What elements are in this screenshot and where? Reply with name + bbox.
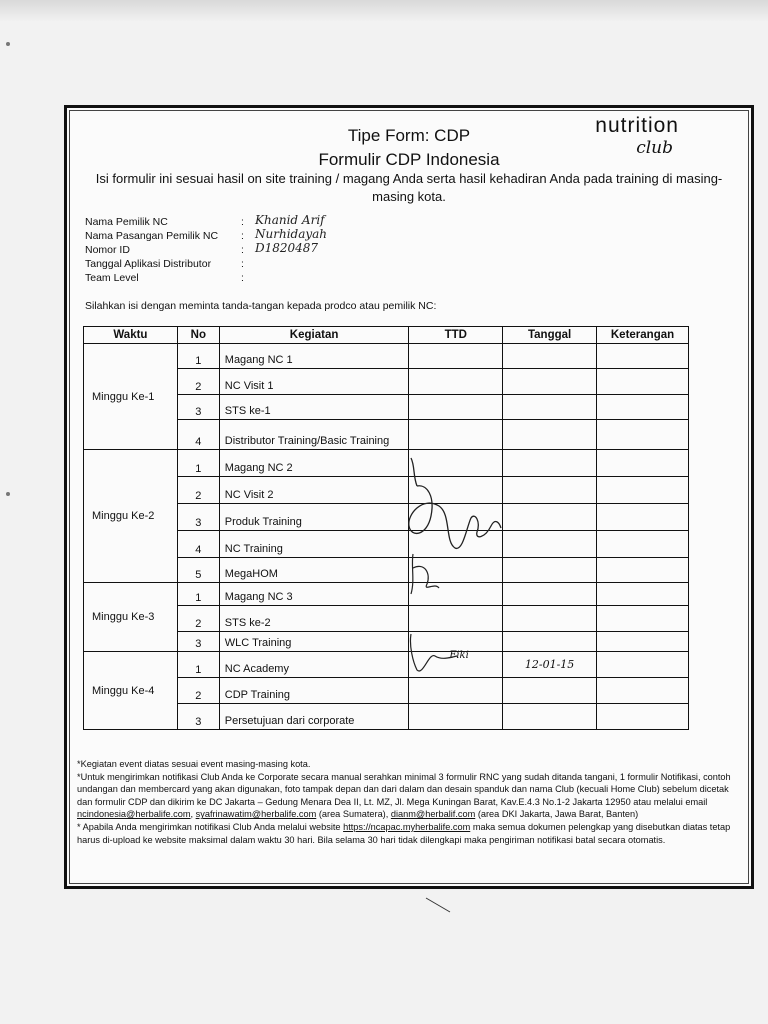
activity-cell: NC Visit 2: [219, 477, 409, 504]
handwritten-value: Nurhidayah: [255, 227, 328, 241]
date-cell[interactable]: [503, 704, 597, 730]
remarks-cell[interactable]: [597, 678, 689, 704]
no-cell: 1: [177, 450, 219, 477]
no-cell: 2: [177, 369, 219, 395]
info-colon: :: [241, 244, 244, 256]
footnote-text: *Untuk mengirimkan notifikasi Club Anda ke Corporate secara manual serahkan minimal 3 formulir RNC yang sudah ditanda tangani, 1 formulir Notifikasi, contoh undangan dan membercard yang akan digunakan, foto tampak depan dan dari dalam dan desain spanduk dan nama Club (kecuali Home Club) sebelum dicetak dan formulir CDP dan dikirim ke DC Jakarta – Gedung Menara Dea II, Lt. MZ, Jl. Mega Kuningan Barat, Kav.E.4.3 No.1-2 Jakarta 12950 atau melalui email: [77, 771, 731, 807]
signature-cell[interactable]: [409, 369, 503, 395]
no-cell: 3: [177, 395, 219, 420]
week-cell: Minggu Ke-4: [84, 652, 178, 730]
footnote-text: * Apabila Anda mengirimkan notifikasi Club Anda melalui website: [77, 821, 341, 832]
no-cell: 1: [177, 652, 219, 678]
remarks-cell[interactable]: [597, 558, 689, 583]
no-cell: 3: [177, 632, 219, 652]
column-header: Waktu: [84, 327, 178, 344]
column-header: Keterangan: [597, 327, 689, 344]
activity-cell: MegaHOM: [219, 558, 409, 583]
no-cell: 5: [177, 558, 219, 583]
footnotes: [77, 758, 739, 846]
signature-cell[interactable]: [409, 558, 503, 583]
activity-cell: STS ke-2: [219, 606, 409, 632]
info-colon: :: [241, 272, 244, 284]
signature-cell[interactable]: [409, 583, 503, 606]
remarks-cell[interactable]: [597, 606, 689, 632]
signature-cell[interactable]: [409, 704, 503, 730]
scan-speck: [6, 492, 10, 496]
email-link[interactable]: dianm@herbalif.com: [390, 809, 476, 820]
handwritten-value: Khanid Arif: [255, 213, 325, 227]
signature-cell[interactable]: [409, 531, 503, 558]
activity-cell: NC Visit 1: [219, 369, 409, 395]
remarks-cell[interactable]: [597, 477, 689, 504]
table-row: [84, 652, 689, 678]
footnote: [77, 821, 739, 846]
activity-cell: Produk Training: [219, 504, 409, 531]
cdp-activity-table: [83, 326, 689, 730]
no-cell: 3: [177, 504, 219, 531]
activity-cell: Distributor Training/Basic Training: [219, 420, 409, 450]
form-frame: [64, 105, 754, 889]
footnote-text: (area Sumatera),: [318, 809, 389, 820]
no-cell: 2: [177, 678, 219, 704]
signature-cell[interactable]: [409, 632, 503, 652]
info-label: Team Level: [85, 272, 139, 284]
date-cell[interactable]: [503, 344, 597, 369]
date-cell[interactable]: [503, 450, 597, 477]
remarks-cell[interactable]: [597, 504, 689, 531]
column-header: Tanggal: [503, 327, 597, 344]
signature-cell[interactable]: [409, 344, 503, 369]
signature-cell[interactable]: [409, 395, 503, 420]
scan-speck: [6, 42, 10, 46]
activity-cell: Magang NC 1: [219, 344, 409, 369]
remarks-cell[interactable]: [597, 583, 689, 606]
no-cell: 2: [177, 477, 219, 504]
instruction-text: Silahkan isi dengan meminta tanda-tangan kepada prodco atau pemilik NC:: [85, 300, 437, 312]
activity-cell: NC Academy: [219, 652, 409, 678]
website-link[interactable]: https://ncapac.myherbalife.com: [343, 821, 471, 832]
activity-cell: NC Training: [219, 531, 409, 558]
signature-cell[interactable]: [409, 652, 503, 678]
date-cell[interactable]: [503, 420, 597, 450]
handwritten-signature-name: Fiki: [449, 650, 469, 661]
activity-cell: Magang NC 3: [219, 583, 409, 606]
activity-cell: Magang NC 2: [219, 450, 409, 477]
footnote-text: maka semua dokumen pelengkap yang disebutkan diatas tetap harus di-upload ke website maksimal dalam waktu 30 hari. Bila selama 30 hari tidak dilengkapi maka pengiriman notifikasi batal secara otomatis.: [77, 821, 731, 845]
remarks-cell[interactable]: [597, 632, 689, 652]
remarks-cell[interactable]: [597, 420, 689, 450]
week-cell: Minggu Ke-3: [84, 583, 178, 652]
handwritten-value: D1820487: [255, 241, 319, 255]
signature-cell[interactable]: [409, 420, 503, 450]
info-label: Nama Pasangan Pemilik NC: [85, 230, 219, 242]
week-cell: Minggu Ke-1: [84, 344, 178, 450]
info-colon: :: [241, 258, 244, 270]
nutrition-club-logo: [539, 114, 679, 158]
date-cell[interactable]: [503, 504, 597, 531]
no-cell: 4: [177, 420, 219, 450]
no-cell: 1: [177, 344, 219, 369]
date-cell[interactable]: [503, 531, 597, 558]
table-row: [84, 450, 689, 477]
week-cell: Minggu Ke-2: [84, 450, 178, 583]
signature-cell[interactable]: [409, 504, 503, 531]
activity-cell: STS ke-1: [219, 395, 409, 420]
remarks-cell[interactable]: [597, 531, 689, 558]
signature-cell[interactable]: [409, 678, 503, 704]
table-header-row: [84, 327, 689, 344]
activity-cell: Persetujuan dari corporate: [219, 704, 409, 730]
activity-cell: CDP Training: [219, 678, 409, 704]
signature-cell[interactable]: [409, 450, 503, 477]
info-label: Tanggal Aplikasi Distributor: [85, 258, 212, 270]
date-cell[interactable]: [503, 477, 597, 504]
info-label: Nama Pemilik NC: [85, 216, 168, 228]
column-header: Kegiatan: [219, 327, 409, 344]
remarks-cell[interactable]: [597, 395, 689, 420]
email-link[interactable]: syafrinawatim@herbalife.com: [195, 809, 317, 820]
footnote-text: (area DKI Jakarta, Jawa Barat, Banten): [477, 809, 639, 820]
date-cell[interactable]: [503, 395, 597, 420]
date-cell[interactable]: [503, 583, 597, 606]
stray-pen-mark: [424, 896, 454, 916]
date-cell[interactable]: [503, 632, 597, 652]
info-colon: :: [241, 230, 244, 242]
email-link[interactable]: ncindonesia@herbalife.com: [77, 809, 191, 820]
remarks-cell[interactable]: [597, 450, 689, 477]
signature-cell[interactable]: [409, 606, 503, 632]
footnote: *Untuk mengirimkan notifikasi Club Anda ke Corporate secara manual serahkan minimal 3 formulir RNC yang sudah ditanda tangani, 1 formulir Notifikasi, contoh undangan dan membercard yang akan digunakan, foto tampak depan dan dari dalam dan desain spanduk dan nama Club (kecuali Home Club) sebelum dicetak dan formulir CDP dan dikirim ke DC Jakarta – Gedung Menara Dea II, Lt. MZ, Jl. Mega Kuningan Barat, Kav.E.4.3 No.1-2 Jakarta 12950 atau melalui email ncindonesia@herbalife.com, syafrinawatim@herbalife.com (area Sumatera), dianm@herbalif.com (area DKI Jakarta, Jawa Barat, Banten): [77, 771, 731, 820]
table-row: [84, 344, 689, 369]
date-cell[interactable]: 12-01-15: [503, 652, 597, 678]
footnote: *Kegiatan event diatas sesuai event masing-masing kota.: [77, 759, 311, 769]
scan-shadow: [0, 0, 768, 22]
form-subtitle: Isi formulir ini sesuai hasil on site training / magang Anda serta hasil kehadiran Anda pada training di masing-masing kota.: [95, 171, 723, 204]
activity-cell: WLC Training: [219, 632, 409, 652]
date-cell[interactable]: [503, 558, 597, 583]
remarks-cell[interactable]: [597, 652, 689, 678]
column-header: No: [177, 327, 219, 344]
owner-info: [85, 213, 505, 286]
signature-cell[interactable]: [409, 477, 503, 504]
form-type-title: Tipe Form: CDP: [347, 126, 471, 145]
remarks-cell[interactable]: [597, 344, 689, 369]
logo-main-text: nutrition: [595, 114, 679, 137]
column-header: TTD: [409, 327, 503, 344]
no-cell: 1: [177, 583, 219, 606]
date-cell[interactable]: [503, 678, 597, 704]
no-cell: 4: [177, 531, 219, 558]
remarks-cell[interactable]: [597, 369, 689, 395]
date-cell[interactable]: [503, 369, 597, 395]
no-cell: 2: [177, 606, 219, 632]
info-colon: :: [241, 216, 244, 228]
info-row: [85, 258, 505, 272]
form-title: Formulir CDP Indonesia: [318, 150, 500, 169]
table-row: [84, 583, 689, 606]
info-row: [85, 272, 505, 286]
logo-sub-text: club: [636, 138, 673, 158]
info-label: Nomor ID: [85, 244, 130, 256]
no-cell: 3: [177, 704, 219, 730]
date-cell[interactable]: [503, 606, 597, 632]
remarks-cell[interactable]: [597, 704, 689, 730]
info-row: [85, 241, 505, 258]
